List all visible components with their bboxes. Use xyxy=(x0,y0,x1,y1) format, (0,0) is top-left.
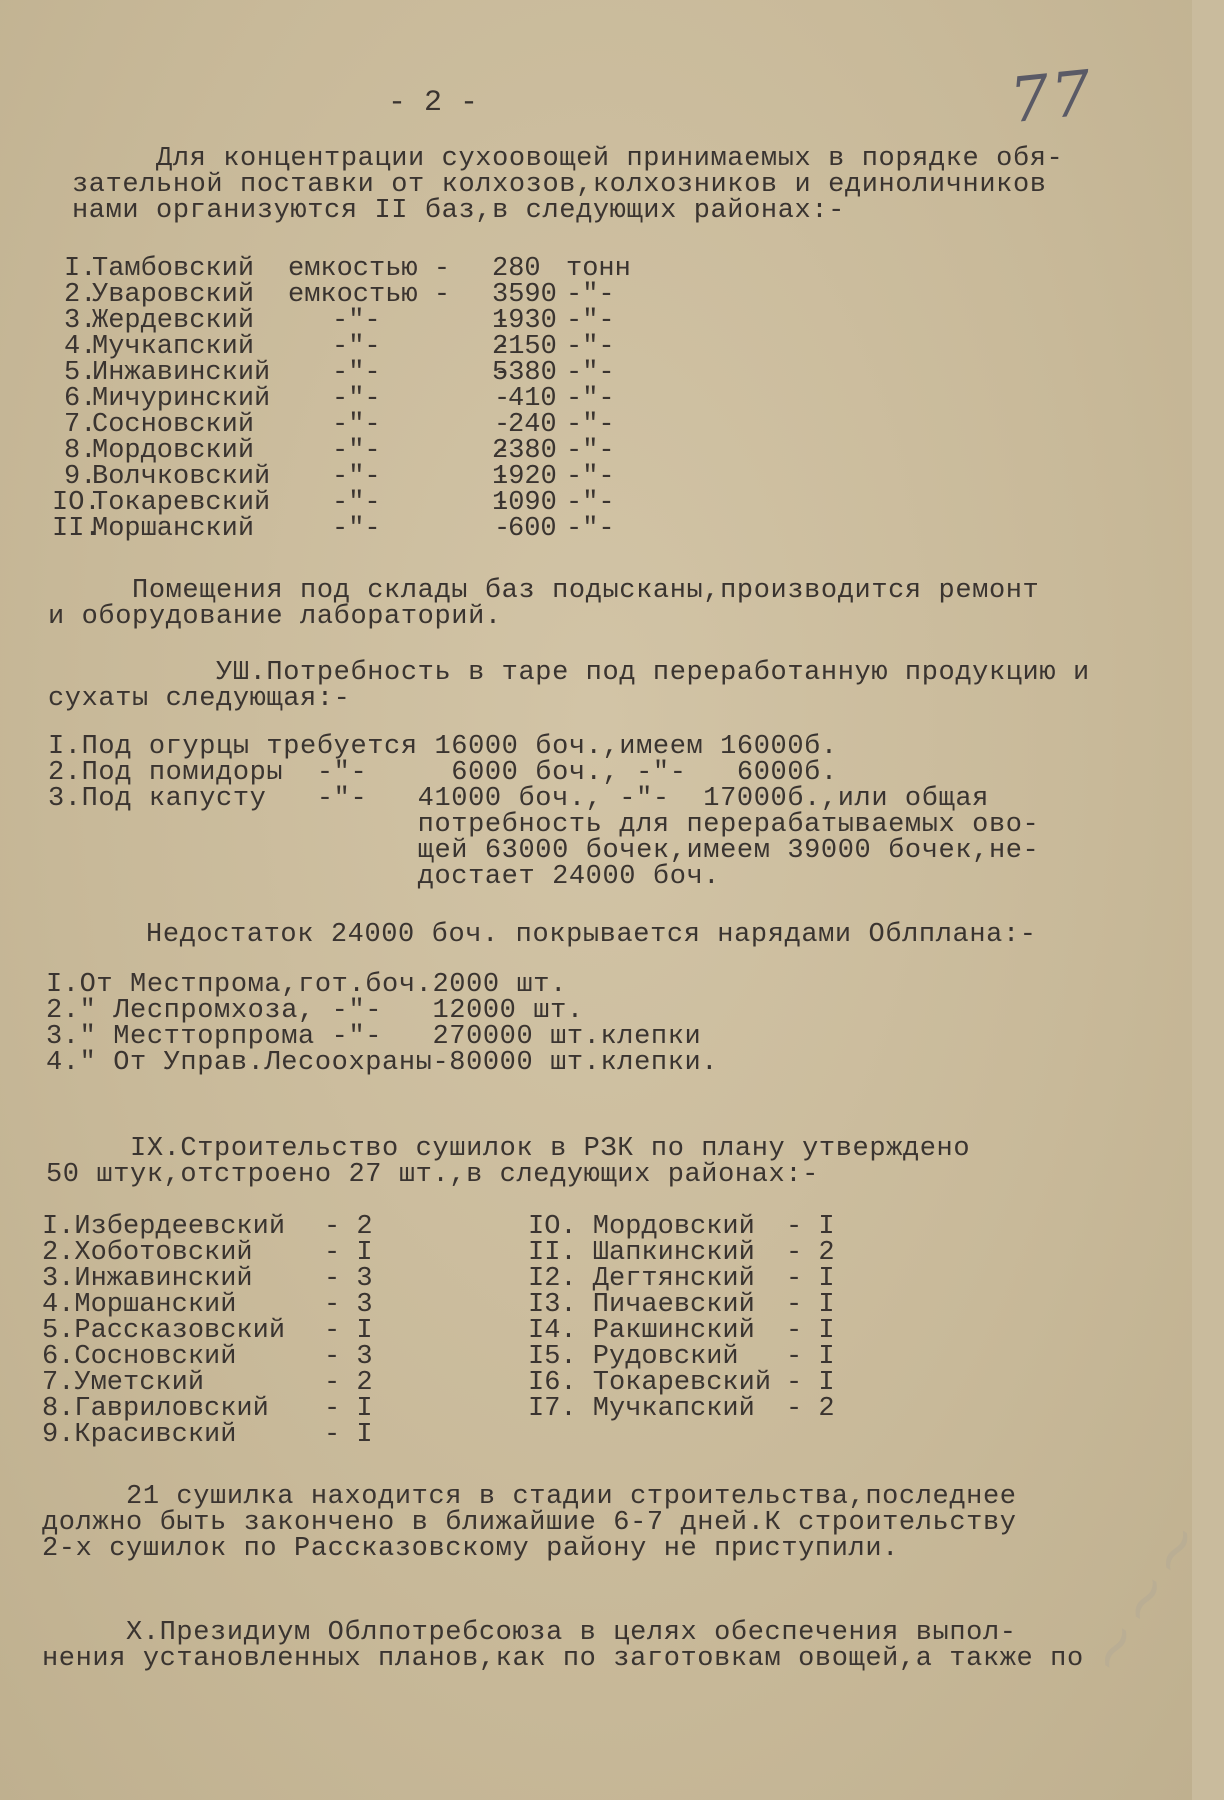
list-item: 9.Красивский - I xyxy=(42,1420,373,1450)
text-line: 21 сушилка находится в стадии строительства,последнее xyxy=(42,1482,1017,1512)
text-line: и оборудование лабораторий. xyxy=(48,602,502,632)
list-item: 4." От Управ.Лесоохраны-80000 шт.клепки. xyxy=(46,1048,719,1078)
list-item: достает 24000 боч. xyxy=(48,862,721,892)
list-item: 3.Под капусту -"- 41000 боч., -"- 17000б.,или общая xyxy=(48,784,989,814)
list-item: I6. Токаревский - I xyxy=(528,1368,835,1398)
paragraph-bases-intro xyxy=(72,146,1063,224)
list-item: 6. Мичуринский -"- - 410 -"- xyxy=(64,384,615,414)
text-line: Недостаток 24000 боч. покрывается нарядами Облплана:- xyxy=(62,920,1037,950)
list-item: потребность для перерабатываемых ово- xyxy=(48,810,1040,840)
paragraph-shortage xyxy=(62,922,1037,948)
list-item: I.Под огурцы требуется 16000 боч.,имеем 16000б. xyxy=(48,732,838,762)
text-line: нами организуются II баз,в следующих районах:- xyxy=(72,196,845,226)
list-item: щей 63000 бочек,имеем 39000 бочек,не- xyxy=(48,836,1040,866)
list-item: 3." Местторпрома -"- 270000 шт.клепки xyxy=(46,1022,702,1052)
list-item: II. Шапкинский - 2 xyxy=(528,1238,835,1268)
list-item: 8.Гавриловский - I xyxy=(42,1394,373,1424)
list-item: I5. Рудовский - I xyxy=(528,1342,835,1372)
text-line: Помещения под склады баз подысканы,производится ремонт xyxy=(48,576,1040,606)
list-item: IO. Мордовский - I xyxy=(528,1212,835,1242)
text-line: Х.Президиум Облпотребсоюза в целях обеспечения выпол- xyxy=(42,1618,1017,1648)
list-item: 7. Сосновский -"- - 240 -"- xyxy=(64,410,615,440)
list-item: II. Моршанский -"- - 600 -"- xyxy=(52,514,615,544)
list-item: 5.Рассказовский - I xyxy=(42,1316,373,1346)
list-item: 3. Жердевский -"- - 1930 -"- xyxy=(64,306,615,336)
list-item: 2.Хоботовский - I xyxy=(42,1238,373,1268)
bases-list xyxy=(52,254,672,544)
paragraph-presidium xyxy=(42,1620,1084,1672)
list-item: I3. Пичаевский - I xyxy=(528,1290,835,1320)
page-number: - 2 - xyxy=(388,86,479,120)
text-line: УШ.Потребность в таре под переработанную продукцию и xyxy=(48,658,1090,688)
list-item: 5. Инжавинский -"- - 5380 -"- xyxy=(64,358,615,388)
text-line: нения установленных планов,как по заготовкам овощей,а также по xyxy=(42,1644,1084,1674)
list-item: 2. Уваровский емкостью - 3590 -"- xyxy=(64,280,615,310)
text-line: 50 штук,отстроено 27 шт.,в следующих районах:- xyxy=(46,1160,819,1190)
list-item: 8. Мордовский -"- - 2380 -"- xyxy=(64,436,615,466)
list-item: I2. Дегтянский - I xyxy=(528,1264,835,1294)
list-item: 2.Под помидоры -"- 6000 боч., -"- 6000б. xyxy=(48,758,838,788)
paragraph-tare-need xyxy=(48,660,1090,712)
list-item: 4.Моршанский - 3 xyxy=(42,1290,373,1320)
list-item: 6.Сосновский - 3 xyxy=(42,1342,373,1372)
text-line: сухаты следующая:- xyxy=(48,684,351,714)
text-line: зательной поставки от колхозов,колхозников и единоличников xyxy=(72,170,1047,200)
list-item: 3.Инжавинский - 3 xyxy=(42,1264,373,1294)
sources-list xyxy=(46,972,718,1076)
paragraph-dryers xyxy=(46,1136,970,1188)
text-line: должно быть закончено в ближайшие 6-7 дней.К строительству xyxy=(42,1508,1017,1538)
paragraph-premises xyxy=(48,578,1039,630)
archive-watermark: ~~~ xyxy=(1069,1504,1224,1690)
list-item: 4. Мучкапский -"- - 2150 -"- xyxy=(64,332,615,362)
list-item: 9. Волчковский -"- - 1920 -"- xyxy=(64,462,615,492)
tare-list xyxy=(48,734,1039,890)
dryers-list-left xyxy=(42,1212,402,1450)
text-line: IX.Строительство сушилок в РЗК по плану утверждено xyxy=(46,1134,971,1164)
list-item: IO. Токаревский -"- - 1090 -"- xyxy=(52,488,615,518)
list-item: 7.Уметский - 2 xyxy=(42,1368,373,1398)
list-item: I.Избердеевский - 2 xyxy=(42,1212,373,1242)
paragraph-construction xyxy=(42,1484,1017,1562)
list-item: I4. Ракшинский - I xyxy=(528,1316,835,1346)
dryers-list-right xyxy=(528,1212,888,1424)
list-item: 2." Леспромхоза, -"- 12000 шт. xyxy=(46,996,584,1026)
list-item: I.От Местпрома,гот.боч.2000 шт. xyxy=(46,970,567,1000)
list-item: I. Тамбовский емкостью - 280 тонн xyxy=(64,254,631,284)
handwritten-sheet-number: 77 xyxy=(1006,55,1097,138)
text-line: Для концентрации сухоовощей принимаемых в порядке обя- xyxy=(72,144,1064,174)
text-line: 2-х сушилок по Рассказовскому району не приступили. xyxy=(42,1534,899,1564)
list-item: I7. Мучкапский - 2 xyxy=(528,1394,835,1424)
